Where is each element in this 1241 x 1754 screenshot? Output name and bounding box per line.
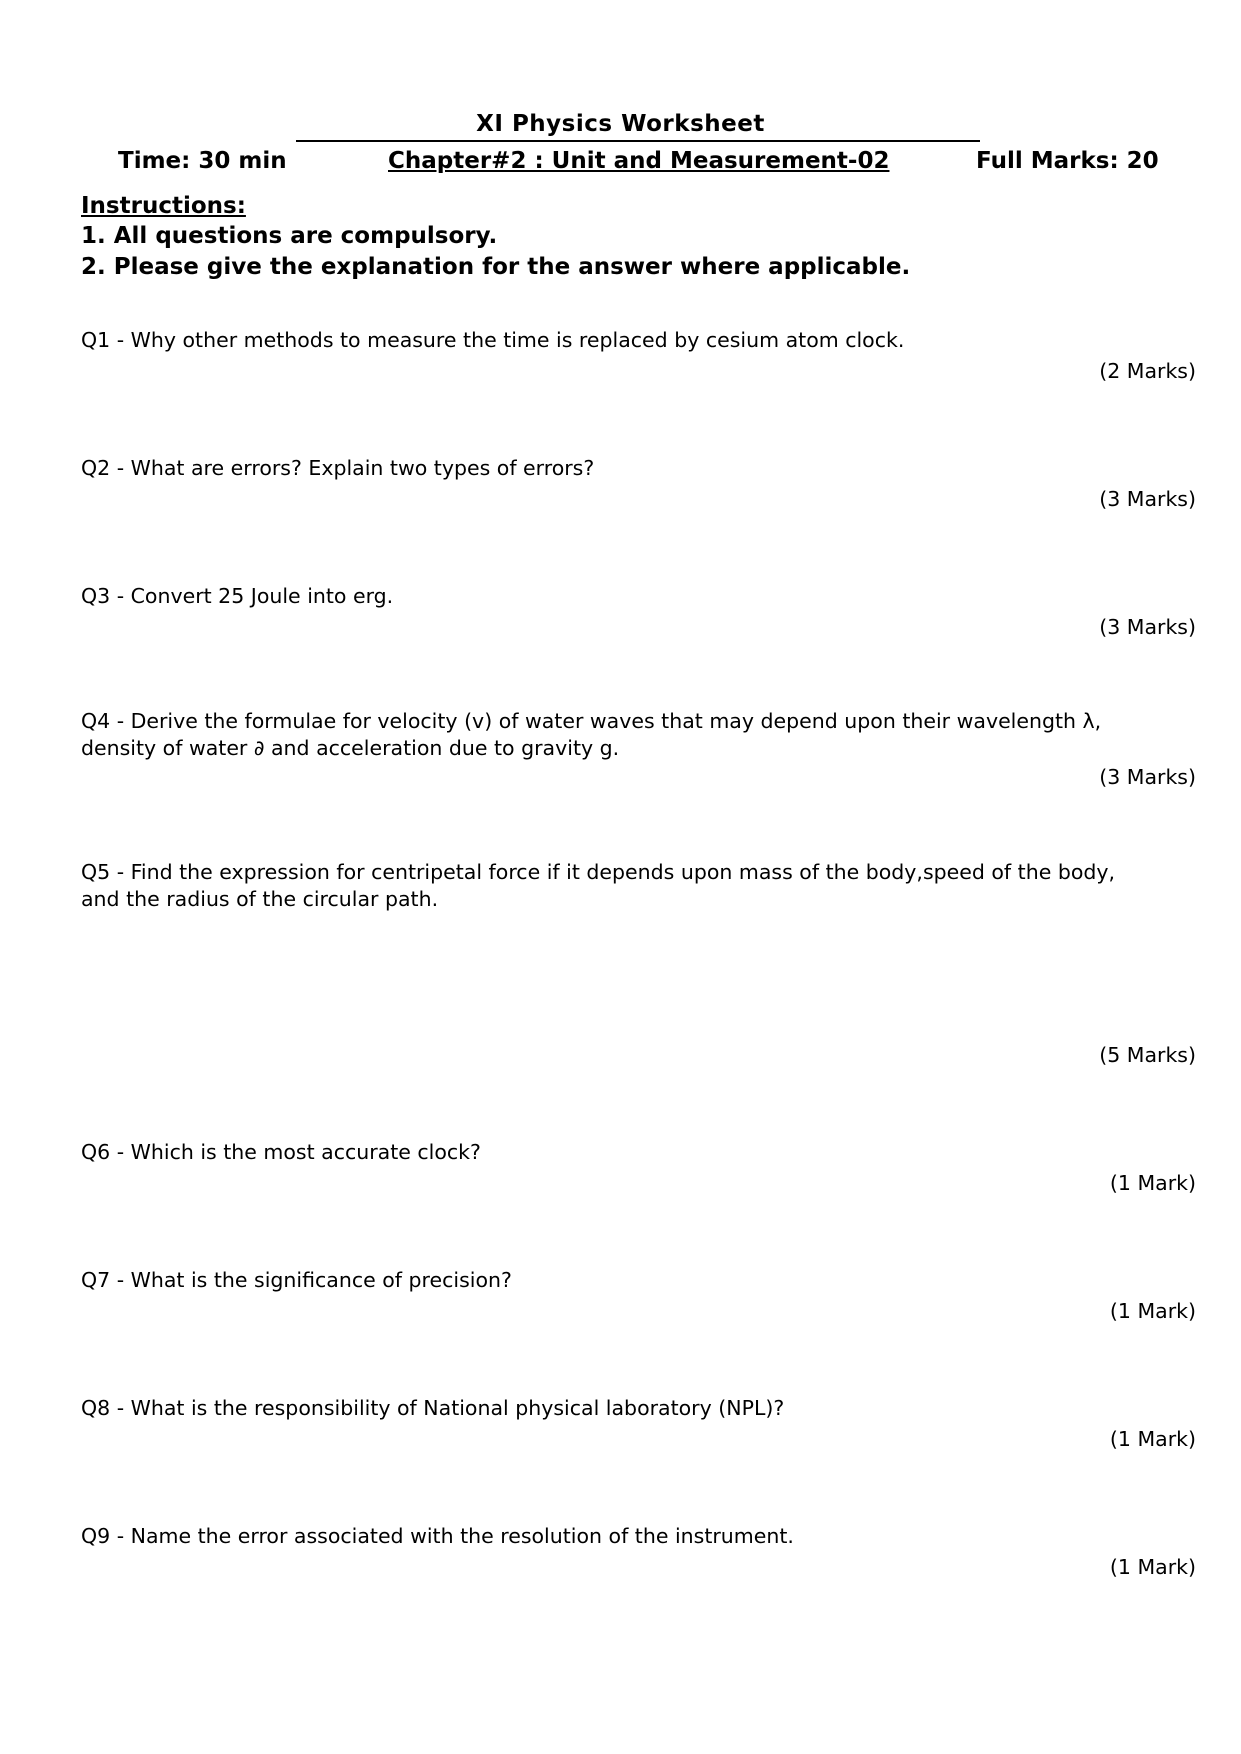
worksheet-title: XI Physics Worksheet bbox=[476, 111, 765, 137]
time-label: Time: 30 min bbox=[118, 148, 287, 174]
question-4-text-line-2: density of water ∂ and acceleration due to gravity g. bbox=[81, 736, 620, 760]
question-9-marks: (1 Mark) bbox=[1109, 1555, 1196, 1579]
question-1-text: Q1 - Why other methods to measure the time is replaced by cesium atom clock. bbox=[81, 328, 905, 352]
question-3-marks: (3 Marks) bbox=[1099, 615, 1196, 639]
instructions-heading: Instructions: bbox=[81, 193, 246, 219]
instruction-item: 2. Please give the explanation for the answer where applicable. bbox=[81, 254, 911, 280]
question-7-marks: (1 Mark) bbox=[1109, 1299, 1196, 1323]
instruction-item: 1. All questions are compulsory. bbox=[81, 223, 498, 249]
question-2-marks: (3 Marks) bbox=[1099, 487, 1196, 511]
question-2-text: Q2 - What are errors? Explain two types of errors? bbox=[81, 456, 595, 480]
question-5-text-line-1: Q5 - Find the expression for centripetal force if it depends upon mass of the body,speed of the body, bbox=[81, 860, 1116, 884]
question-5-text-line-2: and the radius of the circular path. bbox=[81, 887, 439, 911]
question-4-text-line-1: Q4 - Derive the formulae for velocity (v) of water waves that may depend upon their wavelength λ, bbox=[81, 709, 1102, 733]
question-6-text: Q6 - Which is the most accurate clock? bbox=[81, 1140, 481, 1164]
question-9-text: Q9 - Name the error associated with the resolution of the instrument. bbox=[81, 1524, 794, 1548]
question-3-text: Q3 - Convert 25 Joule into erg. bbox=[81, 584, 394, 608]
question-8-text: Q8 - What is the responsibility of National physical laboratory (NPL)? bbox=[81, 1396, 785, 1420]
question-1-marks: (2 Marks) bbox=[1099, 359, 1196, 383]
question-6-marks: (1 Mark) bbox=[1109, 1171, 1196, 1195]
title-underline-rule bbox=[296, 140, 980, 142]
question-4-marks: (3 Marks) bbox=[1099, 765, 1196, 789]
chapter-title: Chapter#2 : Unit and Measurement-02 bbox=[388, 148, 890, 174]
full-marks-label: Full Marks: 20 bbox=[976, 148, 1159, 174]
question-5-marks: (5 Marks) bbox=[1099, 1043, 1196, 1067]
question-7-text: Q7 - What is the significance of precision? bbox=[81, 1268, 512, 1292]
question-8-marks: (1 Mark) bbox=[1109, 1427, 1196, 1451]
